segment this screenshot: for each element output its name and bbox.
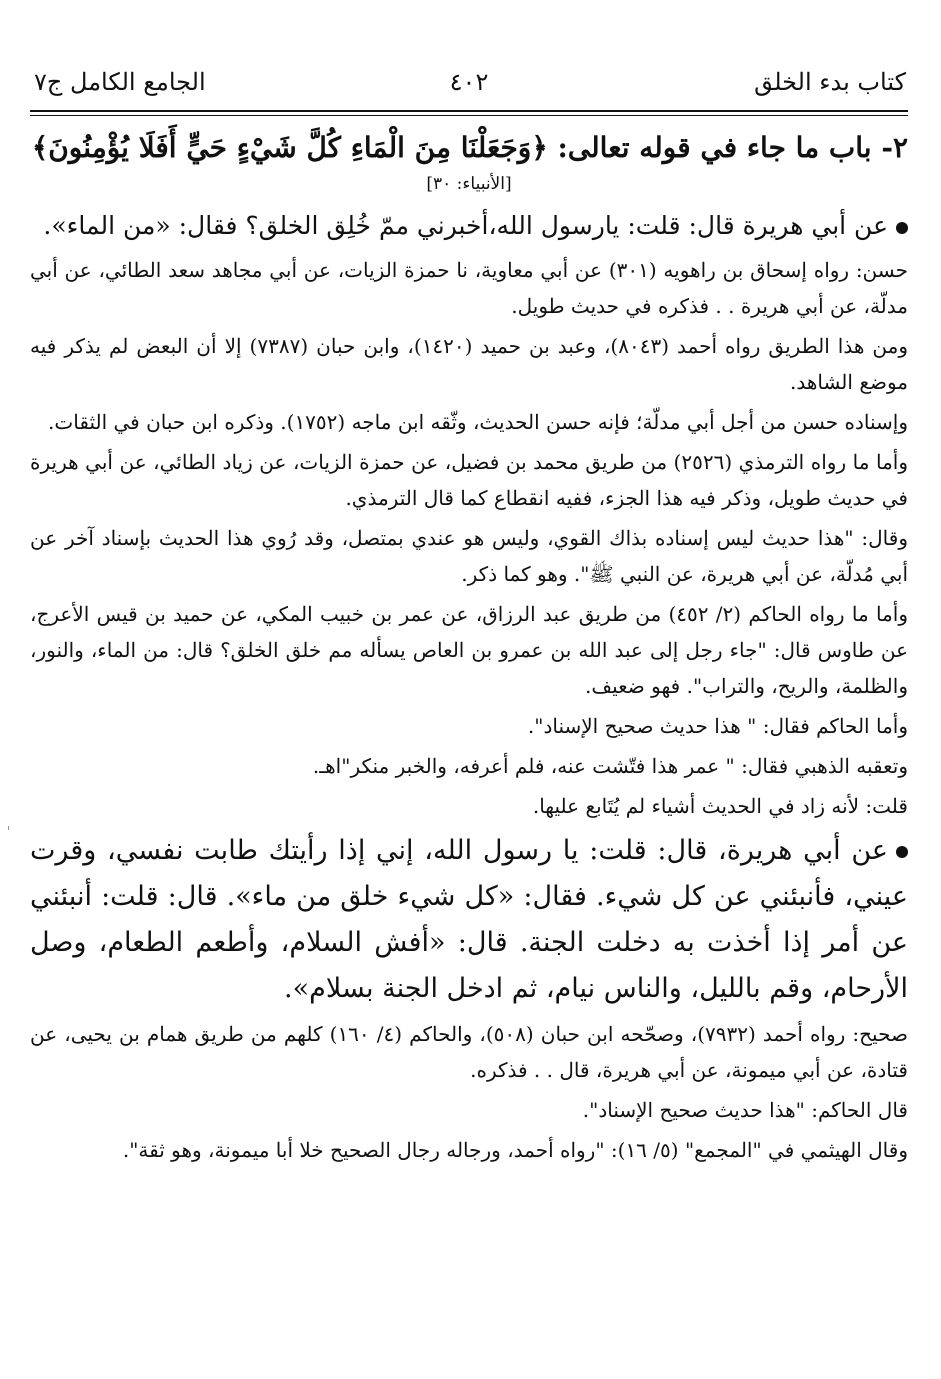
bullet-icon: [896, 846, 908, 858]
commentary-paragraph: وقال الهيثمي في "المجمع" (٥/ ١٦): "رواه أحمد، ورجاله رجال الصحيح خلا أبا ميمونة، وهو ثقة".: [122, 1138, 908, 1162]
commentary-paragraph: ومن هذا الطريق رواه أحمد (٨٠٤٣)، وعبد بن حميد (١٤٢٠)، وابن حبان (٧٣٨٧) إلا أن البعض لم يذكر فيه موضع الشاهد.: [30, 334, 908, 394]
header-rule: [30, 110, 908, 112]
hadith-2-text: عن أبي هريرة، قال: قلت: يا رسول الله، إني إذا رأيتك طابت نفسي، وقرت عيني، فأنبئني عن كل شيء. فقال: «كل شيء خلق من ماء». قال: قلت: أنبئني عن أمر إذا أخذت به دخلت الجنة. قال: «أفش السلام، وأطعم الطعام، وصل الأرحام، وقم بالليل، والناس نيام، ثم ادخل الجنة بسلام».: [30, 835, 908, 1004]
page-header: [30, 60, 908, 104]
commentary-paragraph: وأما ما رواه الحاكم (٢/ ٤٥٢) من طريق عبد الرزاق، عن عمر بن خبيب المكي، عن حميد بن قيس الأعرج، عن طاوس قال: "جاء رجل إلى عبد الله بن عمرو بن العاص يسأله مم خلق الخلق؟ قال: من الماء، والنور، والظلمة، والريح، والتراب". فهو ضعيف.: [30, 602, 909, 698]
commentary-paragraph: صحيح: رواه أحمد (٧٩٣٢)، وصحّحه ابن حبان (٥٠٨)، والحاكم (٤/ ١٦٠) كلهم من طريق همام بن يحيى، عن قتادة، عن أبي ميمونة، عن أبي هريرة، قال . . فذكره.: [30, 1022, 908, 1082]
header-rule-thin: [30, 115, 908, 116]
page-number: ٤٠٢: [449, 68, 489, 96]
commentary-paragraph: قال الحاكم: "هذا حديث صحيح الإسناد".: [582, 1098, 908, 1122]
hadith-1: [30, 204, 908, 248]
chapter-quran-reference: [الأنبياء: ٣٠]: [426, 174, 512, 194]
margin-mark: [8, 826, 9, 830]
running-head-title: الجامع الكامل ج٧: [34, 68, 206, 96]
chapter-title: ٢- باب ما جاء في قوله تعالى: ﴿وَجَعَلْنَا مِنَ الْمَاءِ كُلَّ شَيْءٍ حَيٍّ أَفَلَا يُؤْمِنُونَ﴾: [31, 131, 908, 164]
commentary-paragraph: وقال: "هذا حديث ليس إسناده بذاك القوي، وليس هو عندي بمتصل، وقد رُوي هذا الحديث بإسناد آخر عن أبي مُدلّة، عن أبي هريرة، عن النبي ﷺ". وهو كما ذكر.: [30, 526, 908, 586]
commentary-paragraph: وأما ما رواه الترمذي (٢٥٢٦) من طريق محمد بن فضيل، عن حمزة الزيات، عن زياد الطائي، عن أبي هريرة في حديث طويل، وذكر فيه هذا الجزء، ففيه انقطاع كما قال الترمذي.: [30, 450, 908, 510]
hadith-1-text: عن أبي هريرة قال: قلت: يارسول الله،أخبرني ممّ خُلِق الخلق؟ فقال: «من الماء».: [43, 211, 888, 240]
commentary-paragraph: وأما الحاكم فقال: " هذا حديث صحيح الإسناد".: [527, 714, 908, 738]
book-page: [30, 60, 908, 1172]
bullet-icon: [896, 222, 908, 234]
commentary-paragraph: وإسناده حسن من أجل أبي مدلّة؛ فإنه حسن الحديث، وثّقه ابن ماجه (١٧٥٢). وذكره ابن حبان في الثقات.: [48, 410, 908, 434]
commentary-paragraph: وتعقبه الذهبي فقال: " عمر هذا فتّشت عنه، فلم أعرفه، والخبر منكر"اهـ.: [312, 754, 908, 778]
commentary-paragraph: حسن: رواه إسحاق بن راهويه (٣٠١) عن أبي معاوية، نا حمزة الزيات، عن أبي مجاهد سعد الطائي، عن أبي مدلّة، عن أبي هريرة . . فذكره في حديث طويل.: [30, 258, 908, 318]
commentary-paragraph: قلت: لأنه زاد في الحديث أشياء لم يُتَابع عليها.: [532, 794, 908, 818]
running-head-section: كتاب بدء الخلق: [754, 68, 906, 96]
hadith-2: [30, 828, 908, 1012]
